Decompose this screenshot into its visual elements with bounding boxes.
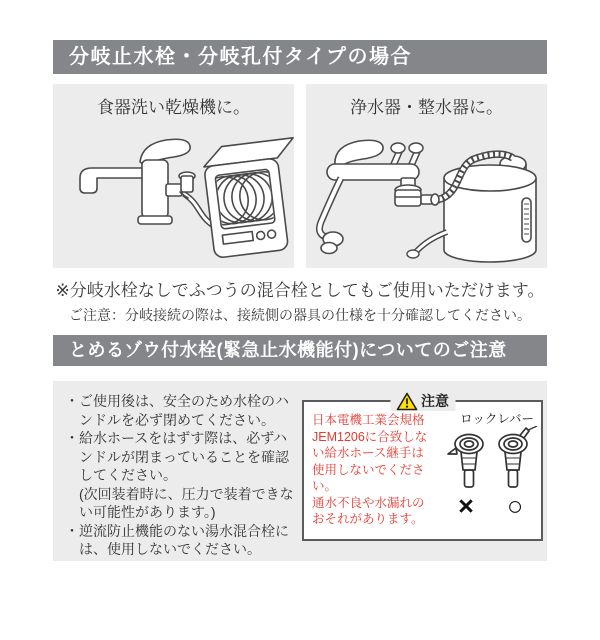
- ng-cross-icon: ×: [458, 491, 474, 521]
- caution-item: ・逆流防止機能のない湯水混合栓には、使用しないでください。: [65, 522, 289, 557]
- section-branch-header: 分岐止水栓・分岐孔付タイプの場合: [53, 40, 547, 74]
- branch-note: [0, 276, 600, 325]
- branch-note-sub: ご注意：分岐接続の際は、接続側の器具の仕様を十分確認してください。: [69, 307, 531, 323]
- warning-triangle-icon: [396, 392, 417, 411]
- section-caution-header: とめるゾウ付水栓(緊急止水機能付)についてのご注意: [53, 335, 547, 366]
- branch-note-main: ※分岐水栓なしでふつうの混合栓としてもご使用いただけます。: [55, 281, 545, 300]
- panel-dishwasher: [53, 84, 294, 268]
- caution-list: [65, 392, 299, 559]
- warning-title: [390, 391, 455, 411]
- panel-purifier: [306, 84, 547, 268]
- faucet-to-dishwasher-illustration: [54, 120, 294, 268]
- warning-title-text: 注意: [421, 393, 449, 409]
- warning-red-text: 日本電機工業会規格JEM1206に合致しない給水ホース継手は使用しないでください。 通水不良や水漏れのおそれがあります。: [312, 413, 428, 526]
- warning-box: [302, 393, 543, 541]
- faucet-to-purifier-illustration: [307, 120, 547, 268]
- panel-purifier-title: 浄水器・整水器に。: [350, 98, 503, 117]
- warning-body: [304, 402, 541, 528]
- caution-panel: [53, 381, 547, 561]
- caution-item: ・ご使用後は、安全のため水栓のハンドルを必ず閉めてください。: [65, 393, 289, 428]
- ok-circle-icon: ○: [506, 491, 524, 521]
- page: [53, 40, 547, 268]
- caution-section: [53, 335, 547, 561]
- illustration-panels: [53, 84, 547, 268]
- caution-item: ・給水ホースをはずす際は、必ずハンドルが閉まっていることを確認してください。: [65, 430, 289, 483]
- panel-dishwasher-title: 食器洗い乾燥機に。: [97, 98, 250, 117]
- judgement-marks: [439, 493, 537, 520]
- connector-column: [439, 412, 537, 528]
- hose-coupling-illustration: [439, 426, 543, 488]
- lock-lever-label: ロックレバー: [460, 412, 534, 426]
- caution-item-note: (次回装着時に、圧力で装着できない可能性があります。): [79, 485, 294, 520]
